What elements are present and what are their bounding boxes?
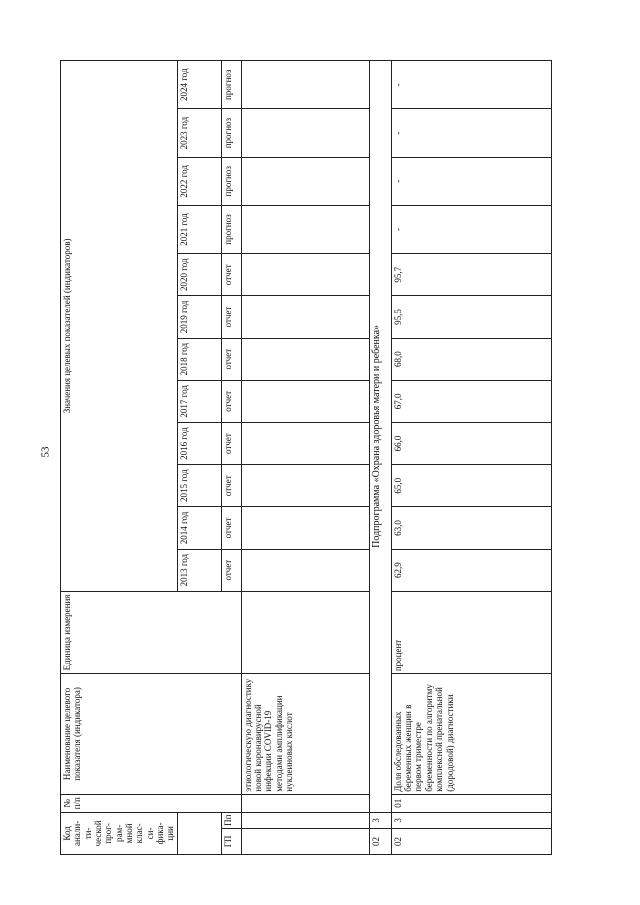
row1-value: 95,5: [391, 296, 551, 338]
row1-value: -: [391, 109, 551, 157]
header-num: № п/п: [61, 794, 242, 812]
row1-value: 65,0: [391, 465, 551, 507]
row1-unit: процент: [391, 591, 551, 673]
header-name: Наименование целевого показателя (индикатора): [61, 674, 242, 795]
header-year: 2019 год: [177, 296, 221, 338]
header-unit: Единица измерения: [61, 591, 242, 673]
header-type: отчет: [221, 422, 241, 464]
row1-value: -: [391, 157, 551, 205]
rotated-table-wrapper: [60, 60, 600, 855]
row1-value: 95,7: [391, 254, 551, 296]
header-type: отчет: [221, 338, 241, 380]
header-values-title: Значения целевых показателей (индикаторов): [61, 61, 178, 592]
row1-pp: 3: [391, 812, 551, 828]
cont-v: [241, 205, 369, 253]
row1-value: 68,0: [391, 338, 551, 380]
header-year: 2021 год: [177, 205, 221, 253]
header-code-text: Код анали- ти- ческой прог- рам- мной клас- си- фика- ции: [62, 820, 176, 847]
header-gp: ГП: [221, 828, 241, 854]
cont-unit: [241, 591, 369, 673]
header-code: [61, 812, 178, 854]
row1-name: Доля обследованных беременных женщин в первом триместре беременности по алгоритму комплексной пренатальной (дородовой) диагностики: [391, 674, 551, 795]
cont-v: [241, 380, 369, 422]
row1-value: -: [391, 205, 551, 253]
cont-v: [241, 338, 369, 380]
cont-v: [241, 422, 369, 464]
cont-num: [241, 794, 369, 812]
header-type: отчет: [221, 465, 241, 507]
header-type: прогноз: [221, 61, 241, 109]
header-year: 2015 год: [177, 465, 221, 507]
row1-value: 66,0: [391, 422, 551, 464]
header-year: 2020 год: [177, 254, 221, 296]
header-type: отчет: [221, 507, 241, 549]
cont-v: [241, 296, 369, 338]
header-type: прогноз: [221, 157, 241, 205]
page-number: 53: [39, 446, 52, 458]
section-gp: 02: [369, 828, 391, 854]
table-row: [391, 61, 551, 855]
row1-value: 67,0: [391, 380, 551, 422]
header-year: 2022 год: [177, 157, 221, 205]
header-type: отчет: [221, 549, 241, 591]
header-pp: Пп: [221, 812, 241, 828]
row1-value: -: [391, 61, 551, 109]
header-type: отчет: [221, 380, 241, 422]
header-year: 2014 год: [177, 507, 221, 549]
cont-v: [241, 549, 369, 591]
header-type: отчет: [221, 296, 241, 338]
row1-gp: 02: [391, 828, 551, 854]
row1-num: 01: [391, 794, 551, 812]
cont-v: [241, 465, 369, 507]
cont-v: [241, 61, 369, 109]
header-type: отчет: [221, 254, 241, 296]
cont-v: [241, 109, 369, 157]
continued-row: [241, 61, 369, 855]
header-year: 2023 год: [177, 109, 221, 157]
indicators-table: [60, 60, 552, 855]
row1-value: 63,0: [391, 507, 551, 549]
header-year: 2024 год: [177, 61, 221, 109]
header-year: 2017 год: [177, 380, 221, 422]
header-year: 2016 год: [177, 422, 221, 464]
section-pp: 3: [369, 812, 391, 828]
header-year: 2013 год: [177, 549, 221, 591]
section-title: Подпрограмма «Охрана здоровья матери и ребенка»: [369, 61, 391, 813]
section-row: [369, 61, 391, 855]
header-code-blank: [177, 812, 221, 854]
header-type: прогноз: [221, 109, 241, 157]
cont-v: [241, 507, 369, 549]
header-year: 2018 год: [177, 338, 221, 380]
cont-pp: [241, 812, 369, 828]
cont-v: [241, 157, 369, 205]
row1-value: 62,9: [391, 549, 551, 591]
header-type: прогноз: [221, 205, 241, 253]
cont-v: [241, 254, 369, 296]
cont-gp: [241, 828, 369, 854]
cont-name: этиологическую диагностику новой коронавирусной инфекции COVID-19 методами амплификации нуклеиновых кислот: [241, 674, 369, 795]
